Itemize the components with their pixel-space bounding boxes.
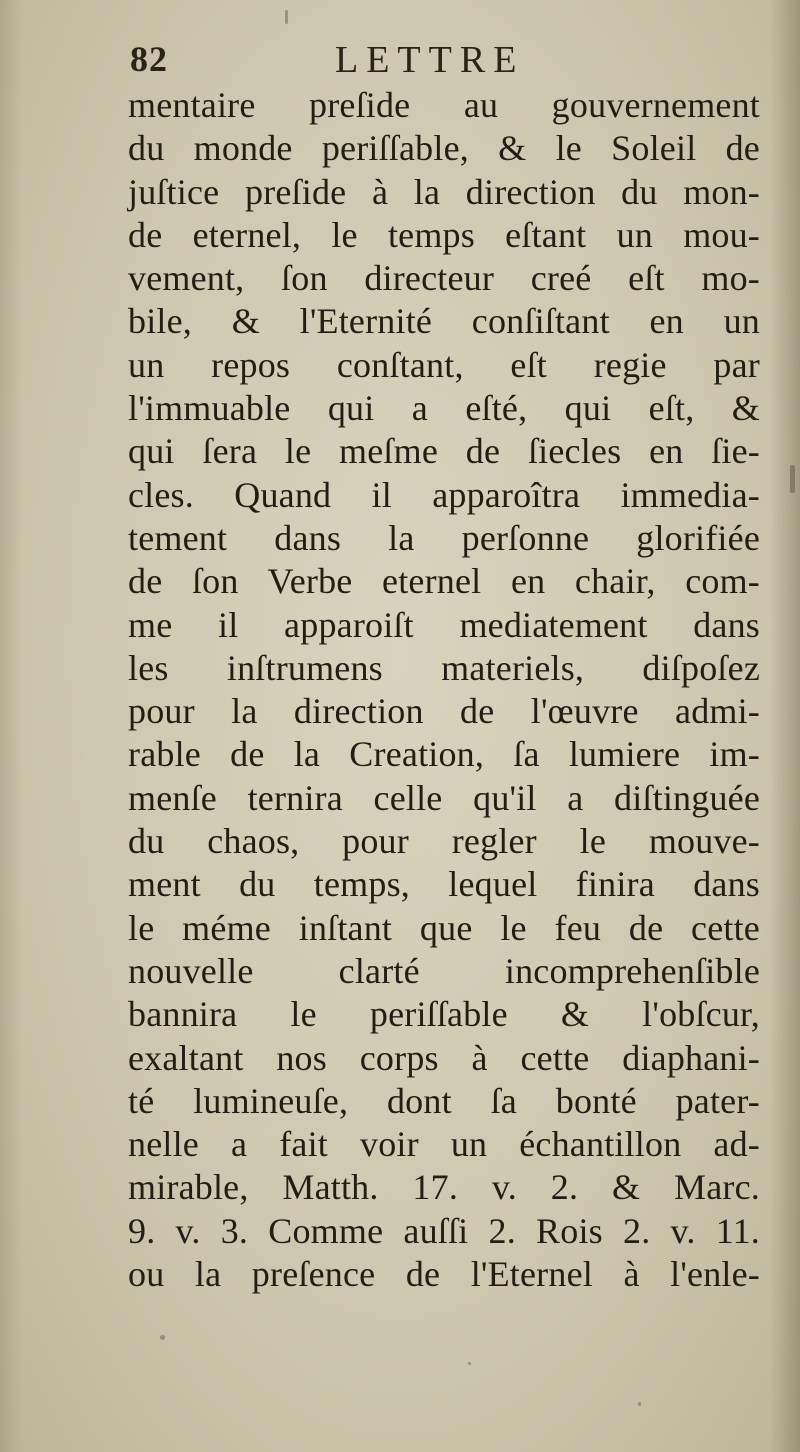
text-line: exaltant nos corps à cette diaphani- [128, 1037, 760, 1078]
text-line: cles. Quand il apparoîtra immedia- [128, 474, 760, 515]
text-line: tement dans la perſonne glorifiée [128, 517, 760, 558]
text-line: mirable, Matth. 17. v. 2. & Marc. [128, 1167, 760, 1208]
running-title: LETTRE [335, 39, 525, 81]
text-line: juſtice preſide à la direction du mon- [128, 171, 760, 212]
text-line: ment du temps, lequel finira dans [128, 864, 760, 905]
text-line: un repos conſtant, eſt regie par [128, 344, 760, 385]
text-line: nouvelle clarté incomprehenſible [128, 950, 760, 991]
text-line: l'immuable qui a eſté, qui eſt, & [128, 388, 760, 429]
text-line: pour la direction de l'œuvre admi- [128, 691, 760, 732]
text-line: bannira le periſſable & l'obſcur, [128, 994, 760, 1035]
text-line: qui ſera le meſme de ſiecles en ſie- [128, 431, 760, 472]
page-edge-shadow-right [770, 0, 800, 1452]
paper-speck [638, 1402, 641, 1406]
paper-speck [160, 1335, 165, 1340]
text-line: les inſtrumens materiels, diſpoſez [128, 647, 760, 688]
text-line: vement, ſon directeur creé eſt mo- [128, 258, 760, 299]
text-line: du monde periſſable, & le Soleil de [128, 128, 760, 169]
paper-speck [285, 10, 288, 24]
text-line: ou la preſence de l'Eternel à l'enle- [128, 1254, 760, 1295]
page-number: 82 [130, 39, 168, 79]
text-line: me il apparoiſt mediatement dans [128, 604, 760, 645]
text-line: le méme inſtant que le feu de cette [128, 907, 760, 948]
text-line: nelle a fait voir un échantillon ad- [128, 1124, 760, 1165]
text-line: rable de la Creation, ſa lumiere im- [128, 734, 760, 775]
text-line: de ſon Verbe eternel en chair, com- [128, 561, 760, 602]
text-line: té lumineuſe, dont ſa bonté pater- [128, 1080, 760, 1121]
paper-speck [790, 465, 795, 493]
page-edge-shadow-left [0, 0, 22, 1452]
body-text [128, 84, 760, 1296]
text-line: 9. v. 3. Comme auſſi 2. Rois 2. v. 11. [128, 1210, 760, 1251]
text-line: bile, & l'Eternité conſiſtant en un [128, 301, 760, 342]
paper-speck [468, 1362, 471, 1365]
text-line: mentaire preſide au gouvernement [128, 85, 760, 125]
text-line: de eternel, le temps eſtant un mou- [128, 214, 760, 255]
text-line: du chaos, pour regler le mouve- [128, 821, 760, 862]
page-header [130, 38, 750, 88]
text-line: menſe ternira celle qu'il a diſtinguée [128, 777, 760, 818]
